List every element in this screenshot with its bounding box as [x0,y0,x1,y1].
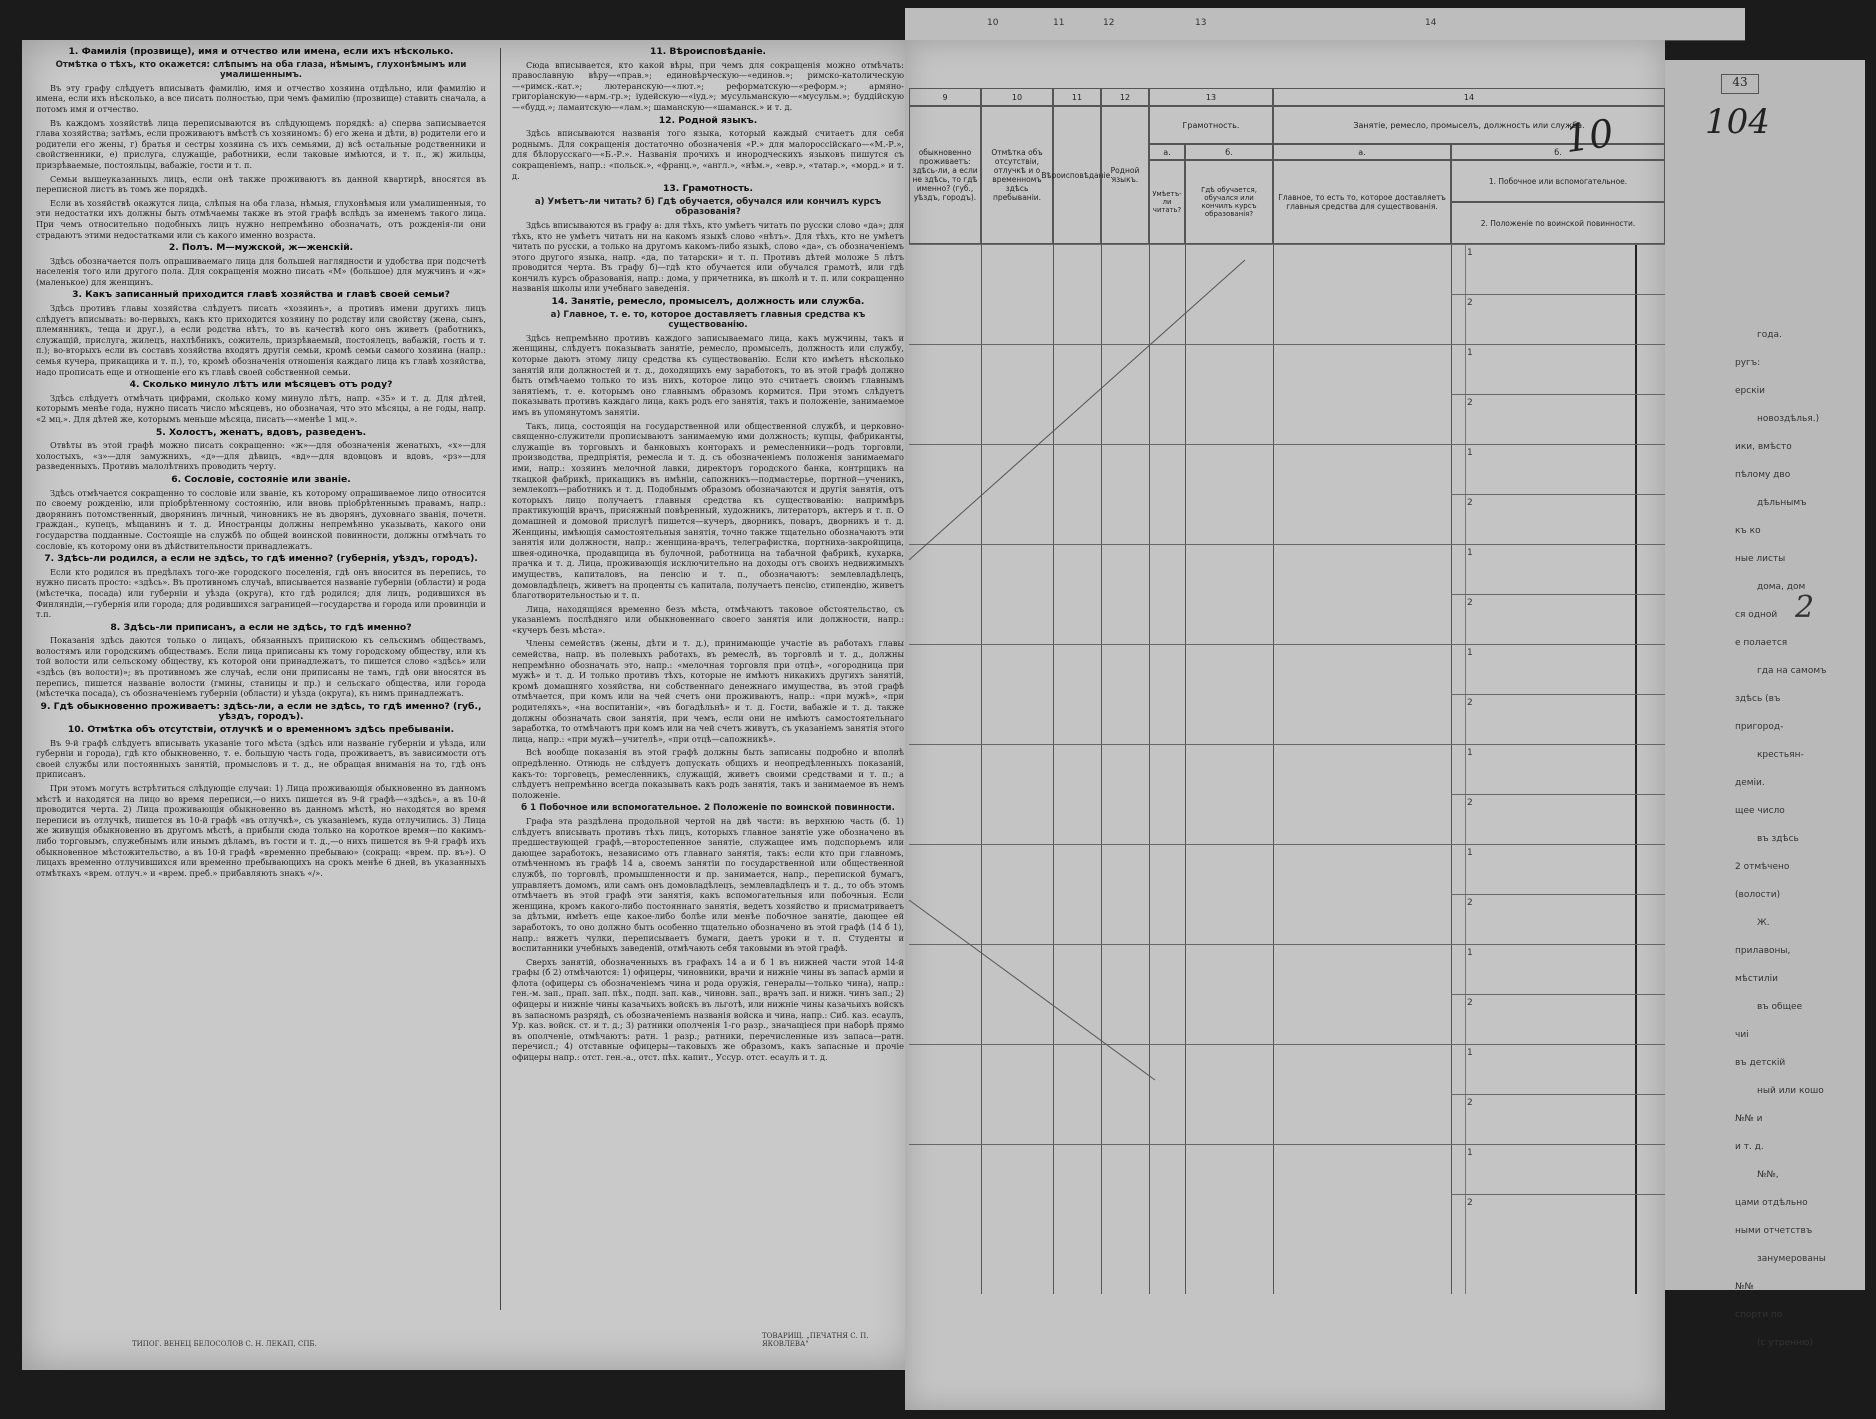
row-mark: 1 [1467,1148,1473,1158]
section-heading: 11. Вѣроисповѣданіе. [649,46,767,57]
paragraph: Сверхъ занятій, обозначенныхъ въ графахъ 14 а и б 1 въ нижней части этой 14-й графы (б 2) отмѣчаются: 1) офицеры, чиновники, врачи и нижніе чины въ запасѣ арміи и флота (офицеры съ обозначеніемъ чина и рода оружія, генералы—только чина), напр.: ген.-м. зап., прап. зап. пѣх., подп. зап. кав., чиновн. зап., врачъ зап. и нижн. чинъ зап.; 2) офицеры и нижніе чины казачьихъ войскъ въ льготѣ, или нижніе чины казачьихъ войскъ въ запасномъ разрядѣ, съ обозначеніемъ названія войска и чина, напр.: Сиб. каз. есаулъ, Ур. каз. войск. ст. и т. д.; 3) ратники ополченія 1-го разр., значащіеся при наборѣ прямо въ ополченіе, отмѣчаютъ: ратн. 1 разр.; ратники, перечисленные изъ запаса—ратн. перечисл.; 4) отставные офицеры—таковыхъ же образомъ, какъ запасные и прочіе офицеры напр.: отст. ген.-а., отст. пѣх. капит., Уссур. отст. есаулъ и т. д. [512,956,904,1063]
paragraph: Лица, находящіяся временно безъ мѣста, отмѣчаютъ таковое обстоятельство, съ указаніемъ послѣдняго или обыкновеннаго своего занятія или должности, напр.: «кучеръ безъ мѣста». [512,603,904,635]
col10-header: Отмѣтка объ отсутствіи, отлучкѣ и о временномъ здѣсь пребываніи. [981,106,1053,244]
paragraph: Если кто родился въ предѣлахъ того-же городского поселенія, гдѣ онъ вносится въ перепись, то нужно писать просто: «здѣсь». Въ противномъ случаѣ, вписывается названіе губерніи (области) и рода (мѣстечка, посада) или губерніи и уѣзда (округа), кто гдѣ родился; для лицъ, родившихся въ Финляндіи,—губернія или города; для родившихся заграницей—государства и города или провинціи и т.п. [36,566,486,620]
cancel-stroke [909,900,1155,1080]
col14a-letter: а. [1273,144,1451,160]
instructions-column-left [36,46,486,1246]
col12-header: Родной языкъ. [1101,106,1149,244]
back-page-fragment: дома, дом [1757,582,1806,592]
back-page-fragment: №№ и [1735,1114,1763,1124]
section-heading: 6. Сословіе, состояніе или званіе. [171,473,351,485]
paragraph: Здѣсь вписываются названія того языка, который каждый считаетъ для себя роднымъ. Для сокращенія достаточно обозначенія «Р.» для малороссійскаго—«М.-Р.», для бѣлорусскаго—«Б.-Р.». Названія прочихъ и инородческихъ языковъ пишутся съ сокращеніемъ, напр.: «польск.», «франц.», «англ.», «нѣм.», «евр.», «татар.», «морд.» и т. д. [512,128,904,181]
col14b1-header: 1. Побочное или вспомогательное. [1451,160,1665,202]
paragraph: Въ эту графу слѣдуетъ вписывать фамилію, имя и отчество хозяина отдѣльно, или фамилію и имена, если ихъ нѣсколько, а все писать полностью, при чемъ фамилію (прозвище) ставить сначала, а потомъ имя и отчество. [36,82,486,114]
section-heading: 13. Грамотность. [663,183,753,195]
printer-imprint-left: ТИПОГ. ВЕНЕЦ БЕЛОСОЛОВ С. Н. ЛЕКАП, СПБ. [132,1340,317,1348]
paragraph: Здѣсь обозначается полъ опрашиваемаго лица для большей наглядности и удобства при подсчетѣ населенія того или другого пола. Для сокращенія можно писать «М» (большое) для мужчинъ и «ж» (маленькое) для женщинъ. [36,255,486,287]
back-page-fragment: ики, вмѣсто [1735,442,1792,452]
back-page-fragment: №№, [1757,1170,1779,1180]
section-heading: 7. Здѣсь-ли родился, а если не здѣсь, то гдѣ именно? (губернія, уѣздъ, городъ). [44,553,478,565]
section-heading: 4. Сколько минуло лѣтъ или мѣсяцевъ отъ роду? [129,379,393,391]
back-page-fragment: къ ко [1735,526,1761,536]
row-mark: 1 [1467,948,1473,958]
instructions-column-right [512,46,904,1246]
back-page-fragment: занумерованы [1757,1254,1826,1264]
col-number-11: 11 [1053,88,1101,106]
col14a-header: Главное, то есть то, которое доставляетъ главныя средства для существованія. [1273,160,1451,244]
col13b-letter: б. [1185,144,1273,160]
back-page-fragment: чиі [1735,1030,1749,1040]
back-page-fragment: (волости) [1735,890,1781,900]
col-number-13: 13 [1149,88,1273,106]
row-mark: 2 [1467,798,1473,808]
back-page-fragment: года. [1757,330,1782,340]
back-page-fragment: 2 отмѣчено [1735,862,1790,872]
instructions-page [22,40,914,1370]
paragraph: Здѣсь вписываются въ графу а: для тѣхъ, кто умѣетъ читать по русски слово «да»; для тѣхъ, кто не умѣетъ читать ни на какомъ языкѣ слово «нѣтъ». Для тѣхъ, кто не умѣетъ читать по русски, а только на другомъ какомъ-либо языкѣ, слово «да», съ обозначеніемъ этого другого языка, напр. «да, по татарски» и т. п. Противъ дѣтей моложе 5 лѣтъ проводится черта. Въ графу б)—гдѣ кто обучается или обучался грамотѣ, или гдѣ кончилъ курсъ образованія, напр.: дома, у причетника, въ школѣ и т. п. или сокращенно названія школы или учебнаго заведенія. [512,219,904,294]
cancel-stroke [909,260,1245,560]
back-page-fragment: пригород- [1735,722,1784,732]
section-subheading: а) Умѣетъ-ли читать? б) Гдѣ обучается, обучался или кончилъ курсъ образованія? [534,196,882,218]
row-mark: 1 [1467,548,1473,558]
back-page-fragment: е полается [1735,638,1788,648]
strip-number: 14 [1425,18,1437,28]
row-mark: 2 [1467,598,1473,608]
row-mark: 2 [1467,1098,1473,1108]
col11-header: Вѣроисповѣданіе. [1053,106,1101,244]
row-mark: 2 [1467,1198,1473,1208]
paragraph: Здѣсь непремѣнно противъ каждого записываемаго лица, какъ мужчины, такъ и женщины, слѣдуетъ показывать занятіе, ремесло, промыселъ, должность или службу, которые даютъ этому лицу средства къ существованію. Если кто имѣетъ нѣсколько занятій или должностей и т. д., доходящихъ ему заработокъ, то въ этой графѣ должно быть отмѣчаемо только то изъ нихъ, которое лицо это считаетъ своимъ главнымъ занятіемъ, т. е. которымъ оно главнымъ образомъ кормится. При этомъ слѣдуетъ показывать противъ каждаго лица, какъ родъ его занятія, такъ и положеніе, занимаемое имъ въ упомянутомъ занятіи. [512,332,904,417]
back-page-fragment: ся одной [1735,610,1778,620]
section-heading: 2. Полъ. М—мужской, ж—женскій. [168,242,354,254]
back-page-fragment: ерскіи [1735,386,1765,396]
col13b-header: Гдѣ обучается, обучался или кончилъ курсъ образованія? [1185,160,1273,244]
paragraph: Если въ хозяйствѣ окажутся лица, слѣпыя на оба глаза, нѣмыя, глухонѣмыя или умалишенныя, то эти недостатки ихъ должны быть отмѣчаемы также въ этой графѣ вслѣдъ за именемъ такого лица. При чемъ относительно подобныхъ лицъ нужно непремѣнно обозначать, отъ рожденія-ли они страдаютъ этими недостатками или съ какого именно возраста. [36,197,486,240]
row-mark: 1 [1467,648,1473,658]
back-page-fragment: гда на самомъ [1757,666,1827,676]
back-page-fragment: Ж. [1757,918,1770,928]
cancel-strokes [905,40,1665,1410]
row-mark: 1 [1467,348,1473,358]
row-mark: 2 [1467,398,1473,408]
row-mark: 1 [1467,748,1473,758]
row-mark: 2 [1467,898,1473,908]
back-page-fragment: прилавоны, [1735,946,1791,956]
section-heading: 9. Гдѣ обыкновенно проживаетъ: здѣсь-ли, а если не здѣсь, то гдѣ именно? (губ., уѣздъ, городъ). [40,700,482,723]
row-mark: 2 [1467,698,1473,708]
col9-header: обыкновенно проживаетъ: здѣсь-ли, а если не здѣсь, то гдѣ именно? (губ., уѣздъ, городъ). [909,106,981,244]
row-mark: 1 [1467,448,1473,458]
row-mark: 1 [1467,1048,1473,1058]
paragraph: Сюда вписывается, кто какой вѣры, при чемъ для сокращенія можно отмѣчать: православную вѣру—«прав.»; единовѣрческую—«единов.»; римско-католическую—«римск.-кат.»; лютеранскую—«лют.»; реформатскую—«реформ.»; армяно-григоріанскую—«арм.-гр.»; іудейскую—«іуд.»; мусульманскую—«мусульм.»; буддійскую—«будд.»; ламаитскую—«лам.»; шаманскую—«шаманск.» и т. д. [512,59,904,112]
section-subheading: б 1 Побочное или вспомогательное. 2 Положеніе по воинской повинности. [521,803,895,814]
section-heading: 14. Занятіе, ремесло, промыселъ, должность или служба. [551,296,865,308]
section-heading: 5. Холостъ, женатъ, вдовъ, разведенъ. [155,426,367,438]
row-mark: 1 [1467,248,1473,258]
census-table-page [905,40,1665,1410]
back-page-fragment: въ детскій [1735,1058,1786,1068]
back-page-fragment: деміи. [1735,778,1765,788]
back-page-fragment: цами отдѣльно [1735,1198,1808,1208]
row-mark: 2 [1467,298,1473,308]
back-page-fragment: №№ [1735,1282,1754,1292]
paragraph: Въ 9-й графѣ слѣдуетъ вписывать указаніе того мѣста (здѣсь или названіе губерніи и уѣзда, или губерніи и города), гдѣ кто обыкновенно, т. е. большую часть года, проживаетъ, въ зависимости отъ своей службы или постоянныхъ занятій, промысловъ и т. д., не обращая вниманія на то, гдѣ онъ приписанъ. [36,737,486,780]
handwritten-corner-number: 104 [1705,102,1770,142]
back-page-fragment: ные листы [1735,554,1786,564]
back-page-fragment: (с утренню) [1757,1338,1813,1348]
section-heading: 3. Какъ записанный приходится главѣ хозяйства и главѣ своей семьи? [72,289,450,301]
row-mark: 2 [1467,498,1473,508]
section-subheading: а) Главное, т. е. то, которое доставляетъ главныя средства къ существованію. [550,309,866,331]
col14b-letter: б. [1451,144,1665,160]
strip-number: 12 [1103,18,1115,28]
back-page-fragment: пѣлому дво [1735,470,1791,480]
paragraph: Въ каждомъ хозяйствѣ лица переписываются въ слѣдующемъ порядкѣ: а) сперва записывается глава хозяйства; затѣмъ, если проживаютъ вмѣстѣ съ хозяиномъ: б) его жена и дѣти, в) родители его и родители его жены, г) братья и сестры хозяина съ ихъ семьями, д) всѣ остальные родственники и свойственники, е) прислуга, служащіе, работники, если таковые имѣются, и т. п., ж) жильцы, призрѣваемые, постояльцы, вабажіе, гости и т. п. [36,117,486,170]
col14-header: Занятіе, ремесло, промыселъ, должность или служба. [1273,106,1665,144]
back-page-fragment: въ общее [1757,1002,1803,1012]
paragraph: Здѣсь слѣдуетъ отмѣчать цифрами, сколько кому минуло лѣтъ, напр. «35» и т. д. Для дѣтей, которымъ менѣе года, нужно писать число мѣсяцевъ, но обозначая, что это мѣсяцы, а не годы, напр. «2 мц.». Для дѣтей же, которымъ меньше мѣсяца, писать—«менѣе 1 мц.». [36,392,486,424]
handwritten-sheet-number: 10 [1562,110,1617,162]
section-heading: 8. Здѣсь-ли приписанъ, а если не здѣсь, то гдѣ именно? [110,621,412,633]
paragraph: Члены семействъ (жены, дѣти и т. д.), принимающіе участіе въ работахъ главы семейства, напр. въ полевыхъ работахъ, въ ремеслѣ, въ торговлѣ и т. д., должны непремѣнно обозначать это, напр.: «мелочная торговля при отцѣ», «огородница при мужѣ» и т. д. И только противъ тѣхъ, которые не имѣютъ никакихъ другихъ занятій, кромѣ домашняго хозяйства, ни собственнаго денежнаго имущества, въ этой графѣ отмѣчается, при комъ или на чей счетъ они проживаютъ, напр.: «при мужѣ», «при родителяхъ», «на воспитаніи», «въ богадѣльнѣ» и т. д. Гости, вабажіе и т. д. также должны обозначать свои занятія, при чемъ, если они не имѣютъ самостоятельнаго заработка, то отмѣчаютъ при комъ или на чей счетъ живутъ, съ указаніемъ занятія этого лица, напр.: «при мужѣ—учителѣ», «при отцѣ—сапожникѣ». [512,638,904,744]
back-page-fragment: щее число [1735,806,1785,816]
paragraph: При этомъ могутъ встрѣтиться слѣдующіе случаи: 1) Лица проживающія обыкновенно въ данномъ мѣстѣ и находятся на лицо во время переписи,—о нихъ пишется въ 9-й графѣ—«здѣсь», а въ 10-й проводится черта. 2) Лица проживающія обыкновенно въ данномъ мѣстѣ, но находятся во время переписи въ отлучкѣ, пишется въ 10-й графѣ «въ отлучкѣ», съ указаніемъ, куда отлучились. 3) Лица же живущія обыкновенно въ другомъ мѣстѣ, а прибыли сюда только на короткое время—по какимъ-либо торговымъ, служебнымъ или инымъ дѣламъ, въ гости и т. д.,—о нихъ пишется въ 9-й графѣ ихъ обыкновенное мѣстожительство, а въ 10-й графѣ «временно пребываю» (сокращ: «врем. пр. въ»). О лицахъ временно отлучившихся или временно пребывающихъ на срокъ менѣе 6 дней, въ указанныхъ отмѣткахъ «врем. отлуч.» и «врем. преб.» прибавляють знакъ «/». [36,783,486,878]
paragraph: Графа эта раздѣлена продольной чертой на двѣ части: въ верхнюю часть (б. 1) слѣдуетъ вписывать противъ тѣхъ лицъ, которыхъ главное занятіе уже обозначено въ предшествующей графѣ,—второстепенное занятіе, служащее имъ подспорьемъ или дающее заработокъ, независимо отъ главнаго занятія, такъ: если кто при главномъ, отмѣченномъ въ графѣ 14 а, своемъ занятіи по государственной или общественной службѣ, по торговлѣ, промышленности и пр. занимается, напр., перепиской бумагъ, управляетъ домомъ, или самъ онъ домовладѣлецъ, землевладѣлецъ и т. д., то объ этомъ отмѣчаетъ въ этой графѣ эти занятія, какъ вспомогательныя или побочныя. Если женщина, кромъ какого-либо постояннаго занятія, ведетъ хозяйство и присматриваетъ за дѣтьми, имѣетъ еще какое-либо болѣе или менѣе побочное занятіе, дающее ей заработокъ, то оно должно быть особенно тщательно обозначено въ этой графѣ (14 б 1), напр.: вяжетъ чулки, переписываетъ бумаги, даетъ уроки и т. п. Студенты и воспитанники учебныхъ заведеній, отмѣчають себя таковыми въ этой графѣ. [512,815,904,954]
paragraph: Семьи вышеуказанныхъ лицъ, если онѣ также проживаютъ въ данной квартирѣ, вносятся въ переписной листъ въ томъ же порядкѣ. [36,173,486,195]
back-page-fragment: мѣстиліи [1735,974,1778,984]
section-heading: 10. Отмѣтка объ отсутствіи, отлучкѣ и о временномъ здѣсь пребываніи. [67,724,455,736]
col-number-9: 9 [909,88,981,106]
back-page-fragment: здѣсь (въ [1735,694,1781,704]
row-mark: 1 [1467,848,1473,858]
page-stamp: 43 [1721,74,1759,94]
back-page-fragment: ными отчетствъ [1735,1226,1813,1236]
back-page-fragment: новоздѣлья.) [1757,414,1820,424]
paragraph: Отвѣты въ этой графѣ можно писать сокращенно: «ж»—для обозначенія женатыхъ, «х»—для холостыхъ, «з»—для замужнихъ, «д»—для дѣвицъ, «вд»—для вдовцовъ и вдовъ, «рз»—для разведенныхъ. Противъ малолѣтнихъ проводить черту. [36,440,486,472]
paragraph: Здѣсь противъ главы хозяйства слѣдуетъ писать «хозяинъ», а противъ имени другихъ лицъ слѣдуетъ вписывать: во-первыхъ, какъ кто приходится хозяину по родству или свойству (жена, сынъ, племянникъ, теща и друг.), а если родства нѣтъ, то въ качествѣ кого онъ живетъ (работникъ, служащій, прислуга, жилецъ, нахлѣбникъ, сожитель, призрѣваемый, постоялецъ, вабажій, гость и т. п.); во-вторыхъ если въ составъ хозяйства входятъ другія семьи, кромѣ семьи самого хозяина (напр.: семья кучера, прикащика и т. п.), то, кромѣ обозначенія отношенія каждаго лица къ главѣ хозяйства, надо прописать еще и отношеніе его къ главѣ своей собственной семьи. [36,303,486,377]
back-page-fragment: дѣльнымъ [1757,498,1807,508]
back-page-fragment: спорти по [1735,1310,1783,1320]
back-page-fragment: и т. д. [1735,1142,1764,1152]
column-divider [500,48,501,1310]
paragraph: Здѣсь отмѣчается сокращенно то сословіе или званіе, къ которому опрашиваемое лицо относится по своему рожденію, или пріобрѣтенному состоянію, или вновь пріобрѣтеннымъ правамъ, напр.: дворянинъ потомственный, дворянинъ личный, чиновникъ не въ дворянъ, духовнаго званія, почетн. граждан., купецъ, мѣщанинъ и т. д. Иностранцы должны непремѣнно указывать, какого они государства подданные. Состоящіе на службѣ по общей воинской повинности, должны отмѣчать то сословіе, къ которому они въ дѣйствительности принадлежатъ. [36,487,486,551]
strip-number: 10 [987,18,999,28]
col13-header: Грамотность. [1149,106,1273,144]
back-page-fragment: въ здѣсь [1757,834,1799,844]
section-heading: 12. Родной языкъ. [658,114,758,126]
section-heading: 1. Фамилія (прозвище), имя и отчество или имена, если ихъ нѣсколько. [68,46,454,57]
paragraph: Такъ, лица, состоящія на государственной или общественной службѣ, и церковно-священно-служители прописываютъ занимаемую ими должность; купцы, фабриканты, служащіе въ торговыхъ и банковыхъ конторахъ и ремесленники—родъ торговли, производства, предпріятія, ремесла и т. д. съ обозначеніемъ положенія занимаемаго ими, напр.: хозяинъ мелочной лавки, директоръ городского банка, контрщикъ на ткацкой фабрикѣ, прикащикъ въ имѣніи, сапожникъ—подмастерье, портной—ученикъ, землекопъ—работникъ и т. д. Подобнымъ образомъ обозначаются и другія занятія, отъ которыхъ лицо получаетъ главныя средства къ существованію: напримѣръ практикующій врачъ, присяжный повѣренный, художникъ, литераторъ, актеръ и т. п. О домашней и домовой прислугѣ пишется—кучеръ, дворникъ, поваръ, дворникъ и т. д. Женщины, имѣющія самостоятельныя занятія, точно также тщательно обозначаютъ эти занятія или должности, напр.: женщина-врачъ, телеграфистка, портниха-закройщица, швея-одиночка, продавщица въ булочной, работница на табачной фабрикѣ, кухарка, прачка и т. д. Лица, проживающія исключительно на доходы отъ своихъ недвижимыхъ имуществъ, капиталовъ, на пенсію и т. п., обозначаютъ: землевладѣлецъ, домовладѣлецъ, живетъ на проценты съ капитала, получаетъ пенсію, стипендію, живетъ благотворительностью и т. п. [512,420,904,601]
row-mark: 2 [1467,998,1473,1008]
handwritten-number: 2 [1795,590,1815,625]
col-number-14: 14 [1273,88,1665,106]
printer-imprint-right: ТОВАРИЩ. „ПЕЧАТНЯ С. П. ЯКОВЛЕВА" [762,1332,869,1348]
col13a-header: Умѣетъ-ли читать? [1149,160,1185,244]
back-page-fragment: ругъ: [1735,358,1761,368]
paragraph: Всѣ вообще показанія въ этой графѣ должны быть записаны подробно и вполнѣ опредѣленно. Отнюдь не слѣдуетъ допускать общихъ и неопредѣленныхъ показаній, какъ-то: торговецъ, ремесленникъ, служащій, живетъ своими средствами и т. п.; а слѣдуетъ непремѣнно всегда показывать какъ родъ занятія, такъ и занимаемое въ немъ положеніе. [512,747,904,800]
back-page [1665,60,1865,1348]
col13a-letter: а. [1149,144,1185,160]
back-page-fragment: ный или кошо [1757,1086,1824,1096]
col-number-12: 12 [1101,88,1149,106]
back-page-fragment: крестьян- [1757,750,1804,760]
underlying-form-strip [905,8,1745,41]
strip-number: 13 [1195,18,1207,28]
paragraph: Показанія здѣсь даются только о лицахъ, обязанныхъ припискою къ сельскимъ обществамъ, волостямъ или городскимъ обществамъ. Если лица приписаны къ тому городскому обществу, или къ той волости или сельскому обществу, къ которой они принадлежатъ, то пишется слово «здѣсь» или «здѣсь (въ волости)»; въ противномъ же случаѣ, если они приписаны не тамъ, гдѣ они вносятся въ перепись, пишется названіе волости (гмины, станицы и пр.) и сельскаго общества, или города (мѣстечка посада), съ обозначеніемъ губерніи (области) и уѣзда (округа), къ нимъ принадлежатъ. [36,635,486,699]
strip-number: 11 [1053,18,1065,28]
col14b2-header: 2. Положеніе по воинской повинности. [1451,202,1665,244]
section-subheading: Отмѣтка о тѣхъ, кто окажется: слѣпымъ на оба глаза, нѣмымъ, глухонѣмымъ или умалишеннымъ. [55,59,467,81]
col-number-10: 10 [981,88,1053,106]
